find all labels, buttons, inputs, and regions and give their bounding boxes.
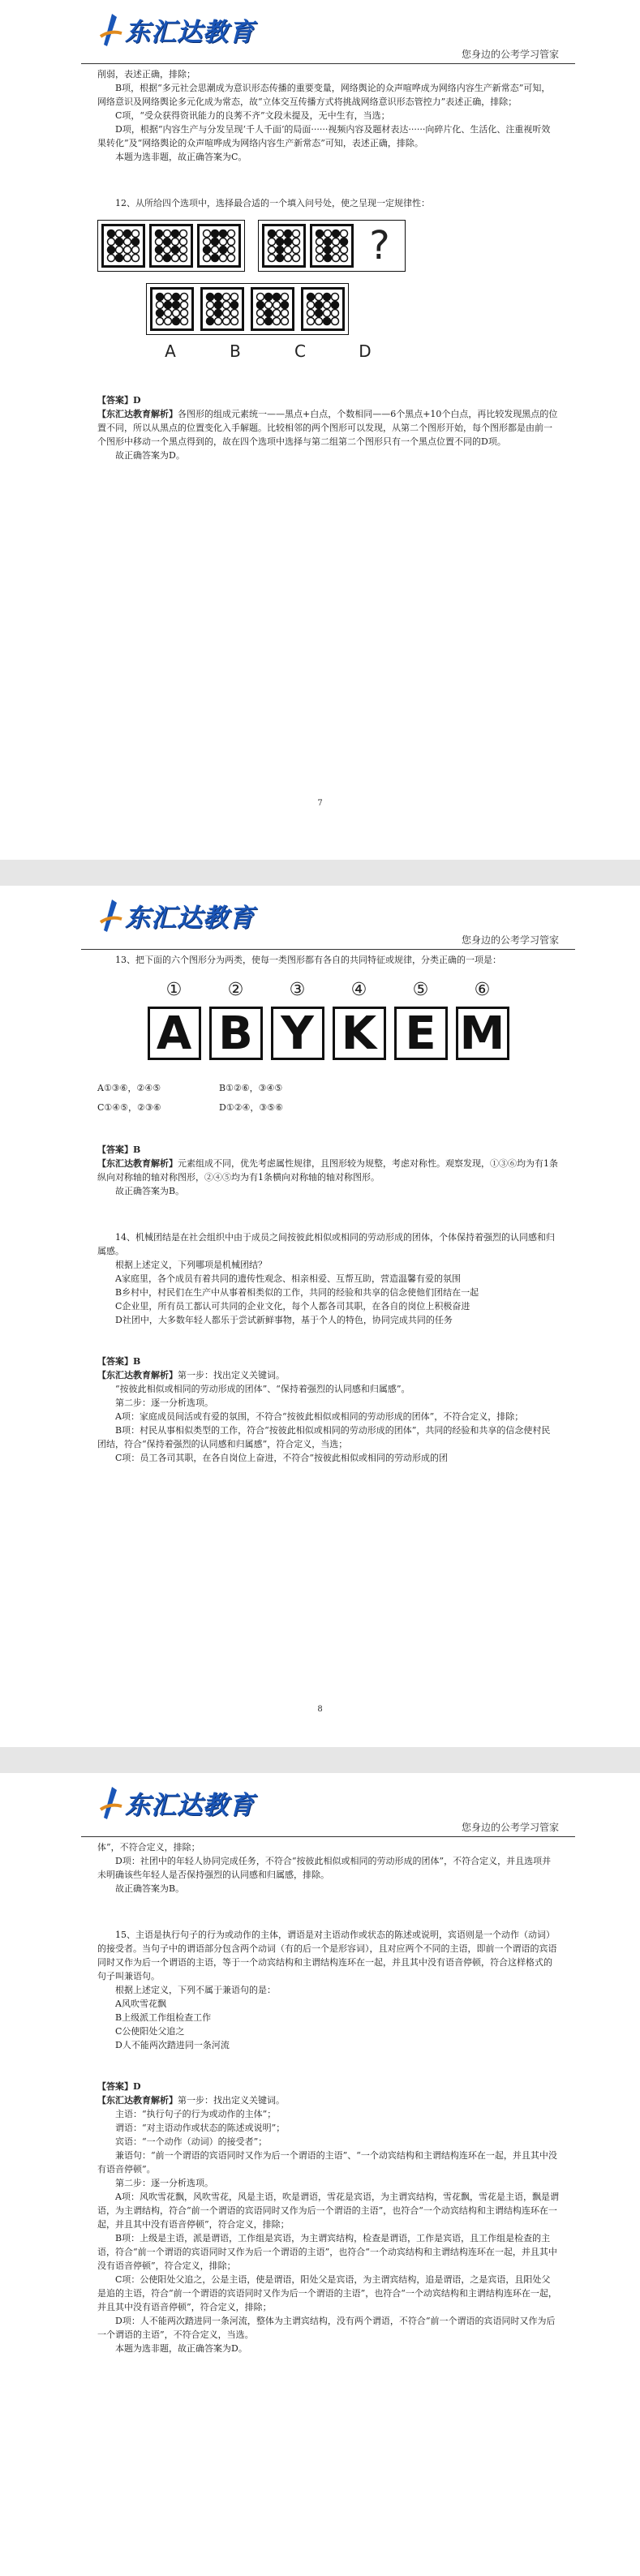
dot-grid-figure [262, 224, 306, 268]
page1-body [97, 67, 559, 462]
letter-box [148, 1007, 201, 1060]
answer-label: 【答案】B [97, 1144, 141, 1155]
dot-grid-figure [197, 224, 241, 268]
figure-5 [394, 980, 448, 1060]
text-line: B项，根据“多元社会思潮成为意识形态传播的重要变量，网络舆论的众声喧哗成为网络内容生产新常态”可知，网络意识及网络舆论多元化成为常态，故“立体交互传播方式将挑战网络意识形态管控力”表述正确，排除； [97, 83, 551, 107]
text-line: 根据上述定义，下列不属于兼语句的是： [115, 1985, 276, 1995]
q13-options [97, 1081, 559, 1114]
text-line: 体”，不符合定义，排除； [97, 1842, 200, 1853]
option-b-label: B [230, 341, 241, 361]
option-line: B上级派工作组检查工作 [115, 2012, 212, 2023]
brand-logo [97, 897, 255, 934]
option-c-label: C [294, 341, 306, 361]
pen-logo-icon [97, 898, 125, 934]
question-mark: ? [369, 223, 390, 268]
text-line: “按彼此相似或相同的劳动形成的团体”、“保持着强烈的认同感和归属感”。 [115, 1384, 410, 1394]
dot-grid-graphic [153, 228, 189, 264]
text-line: D项：人不能两次踏进同一条河流，整体为主谓宾结构，没有两个谓语，不符合“前一个谓语的宾语同时又作为后一个谓语的主语”，不符合定义，当选。 [97, 2316, 556, 2340]
explanation-label: 【东汇达教育解析】 [97, 409, 178, 419]
figure-2 [209, 980, 263, 1060]
dot-grid-figure [149, 224, 193, 268]
figure-number: ⑤ [412, 980, 429, 1000]
options-group [146, 283, 349, 335]
text-line: B项：村民从事相似类型的工作，符合“按彼此相似或相同的劳动形成的团体”，共同的经验和共享的信念使村民团结，符合“保持着强烈的认同感和归属感”，符合定义，当选； [97, 1425, 551, 1449]
brand-name: 东汇达教育 [125, 1791, 255, 1820]
page-header [81, 1773, 575, 1837]
figure-letter: M [459, 1007, 505, 1060]
question-12: 12、从所给四个选项中，选择最合适的一个填入问号处，使之呈现一定规律性： [115, 198, 430, 208]
page-header [81, 0, 575, 64]
page-header [81, 886, 575, 950]
explanation-label: 【东汇达教育解析】 [97, 1158, 178, 1169]
figure-group-2 [258, 220, 406, 272]
page-number: 8 [317, 1705, 323, 1714]
figure-number: ② [227, 980, 244, 1000]
text-line: 削弱，表述正确，排除； [97, 69, 195, 79]
text-line: 谓语：“对主语动作或状态的陈述或说明”； [115, 2123, 286, 2133]
figure-number: ④ [350, 980, 367, 1000]
explanation [97, 1157, 559, 1184]
text-line: C项，“受众获得资讯能力的良莠不齐”文段未提及，无中生有，当选； [115, 110, 390, 121]
header-slogan: 您身边的公考学习管家 [461, 49, 559, 60]
option-line: D社团中，大多数年轻人都乐于尝试新鲜事物，基于个人的特色，协同完成共同的任务 [115, 1315, 453, 1325]
option-a[interactable]: A①③⑥，②④⑤ [97, 1083, 161, 1093]
header-slogan: 您身边的公考学习管家 [461, 934, 559, 946]
option-a-label: A [165, 341, 176, 361]
text-line: D项：社团中的年轻人协同完成任务，不符合“按彼此相似或相同的劳动形成的团体”，不符合定义，并且选项并未明确该些年轻人是否保持强烈的认同感和归属感，排除。 [97, 1856, 552, 1880]
explanation [97, 1368, 559, 1382]
dot-grid-graphic [201, 228, 237, 264]
explanation [97, 2093, 559, 2107]
letter-box [333, 1007, 386, 1060]
option-a-figure[interactable] [150, 287, 194, 331]
option-d-figure[interactable] [301, 287, 345, 331]
text-line: 根据上述定义，下列哪项是机械团结？ [115, 1260, 267, 1270]
text-line: 第二步：逐一分析选项。 [115, 2178, 213, 2188]
figure-letter: A [156, 1007, 192, 1060]
page-number: 7 [317, 799, 323, 808]
text-line: B项：上级是主语，派是谓语，工作组是宾语，为主谓宾结构，检查是谓语，工作是宾语，且工作组是检查的主语，符合“前一个谓语的宾语同时又作为后一个谓语的主语”，也符合“一个动宾结构和主谓结构连环在一起，并且其中没有语音停顿”，符合定义，排除； [97, 2233, 557, 2271]
brand-logo [97, 11, 255, 48]
text-line: D项，根据“内容生产与分发呈现‘千人千面’的局面······视频内容及题材表达······向碎片化、生活化、注重视听效果转化”及“网络舆论的众声喧哗成为网络内容生产新常态”可知，表述正确，排除。 [97, 124, 551, 148]
letter-box [209, 1007, 263, 1060]
figure-number: ① [165, 980, 183, 1000]
answer-label: 【答案】D [97, 2081, 141, 2092]
text-line: 本题为选非题，故正确答案为D。 [115, 2343, 247, 2354]
q12-option-figures [146, 283, 559, 361]
figure-letter: B [218, 1007, 253, 1060]
page2-body [97, 953, 559, 1465]
dot-grid-graphic [314, 228, 350, 264]
header-slogan: 您身边的公考学习管家 [461, 1822, 559, 1833]
answer-label: 【答案】B [97, 1356, 141, 1367]
figure-group-1 [97, 220, 245, 272]
dot-grid-graphic [255, 291, 290, 327]
figure-number: ⑥ [474, 980, 491, 1000]
figure-letter: Y [281, 1007, 314, 1060]
explanation [97, 407, 559, 449]
dot-grid-graphic [154, 291, 190, 327]
q13-figures [97, 980, 559, 1060]
conclusion: 故正确答案为D。 [115, 450, 185, 461]
text-line: 故正确答案为B。 [115, 1883, 185, 1894]
figure-1 [148, 980, 201, 1060]
explanation-text: 第一步：找出定义关键词。 [178, 1370, 285, 1380]
text-line: 宾语：“一个动作（动词）的接受者”； [115, 2136, 268, 2147]
option-c[interactable]: C①④⑤，②③⑥ [97, 1102, 161, 1113]
option-d[interactable]: D①②④，③⑤⑥ [219, 1102, 283, 1113]
option-b-figure[interactable] [200, 287, 244, 331]
brand-name: 东汇达教育 [125, 18, 255, 47]
brand-logo [97, 1784, 255, 1821]
option-line: A家庭里，各个成员有着共同的遗传性观念、相亲相爱、互帮互助，营造温馨有爱的氛围 [115, 1273, 461, 1284]
q12-question-figures [97, 220, 559, 272]
figure-letter: E [405, 1007, 436, 1060]
option-b[interactable]: B①②⑥，③④⑤ [219, 1083, 283, 1093]
figure-6 [456, 980, 509, 1060]
text-line: A项：家庭成员间活或有爱的氛围，不符合“按彼此相似或相同的劳动形成的团体”，不符合定义，排除； [115, 1411, 524, 1422]
answer-line [97, 393, 559, 407]
dot-grid-graphic [305, 291, 341, 327]
letter-box [394, 1007, 448, 1060]
letter-box [456, 1007, 509, 1060]
option-line: C企业里，所有员工都认可共同的企业文化，每个人都各司其职，在各自的岗位上积极奋进 [115, 1301, 470, 1312]
answer-label: 【答案】D [97, 395, 141, 406]
question-15: 15、主语是执行句子的行为或动作的主体，谓语是对主语动作或状态的陈述或说明，宾语则是一个动作（动词）的接受者。当句子中的谓语部分包含两个动词（有的后一个是形容词），且对应两个不同的主语，即前一个谓语的宾语同时又作为后一个谓语的主语，等于一个动宾结构和主谓结构连环在一起，并且其中没有语音停顿，符合这样格式的句子叫兼语句。 [97, 1930, 557, 1981]
dot-grid-graphic [204, 291, 240, 327]
text-line: 第二步：逐一分析选项。 [115, 1397, 213, 1408]
dot-grid-figure [101, 224, 145, 268]
dot-grid-graphic [266, 228, 302, 264]
option-line: D人不能两次踏进同一条河流 [115, 2040, 230, 2050]
pen-logo-icon [97, 1785, 125, 1821]
text-line: A项：风吹雪花飘，风吹雪花，风是主语，吹是谓语，雪花是宾语，为主谓宾结构，雪花飘，雪花是主语，飘是谓语，为主谓结构，符合“前一个谓语的宾语同时又作为后一个谓语的主语”，也符合“一个动宾结构和主谓结构连环在一起，并且其中没有语音停顿”，符合定义，排除； [97, 2192, 559, 2230]
answer-line [97, 1355, 559, 1368]
figure-4 [333, 980, 386, 1060]
brand-name: 东汇达教育 [125, 904, 255, 933]
figure-3 [271, 980, 324, 1060]
option-letters [146, 341, 559, 361]
question-14: 14、机械团结是在社会组织中由于成员之间按彼此相似或相同的劳动形成的团体，个体保持着强烈的认同感和归属感。 [97, 1232, 555, 1256]
pen-logo-icon [97, 12, 125, 48]
dot-grid-graphic [105, 228, 141, 264]
dot-grid-figure [310, 224, 354, 268]
text-line: 兼语句：“前一个谓语的宾语同时又作为后一个谓语的主语”、“一个动宾结构和主谓结构连环在一起，并且其中没有语音停顿”。 [97, 2150, 557, 2175]
option-line: B乡村中，村民们在生产中从事着相类似的工作，共同的经验和共享的信念使他们团结在一起 [115, 1287, 479, 1298]
text-line: C项：员工各司其职，在各自岗位上奋进，不符合“按彼此相似或相同的劳动形成的团 [115, 1453, 449, 1463]
option-line: A风吹雪花飘 [115, 1999, 166, 2009]
option-line: C公使阳处父追之 [115, 2026, 185, 2037]
question-13: 13、把下面的六个图形分为两类，使每一类图形都有各自的共同特征或规律，分类正确的一项是： [115, 955, 501, 965]
text-line: 主语：“执行句子的行为或动作的主体”； [115, 2109, 277, 2119]
document-page-9 [0, 1773, 640, 2576]
document-page-7 [0, 0, 640, 860]
letter-box [271, 1007, 324, 1060]
text-line: 本题为选非题，故正确答案为C。 [115, 152, 247, 162]
explanation-text: 元素组成不同，优先考虑属性规律，且图形较为规整，考虑对称性。观察发现，①③⑥均为有1条纵向对称轴的轴对称图形，②④⑤均为有1条横向对称轴的轴对称图形。 [97, 1158, 558, 1183]
explanation-text: 各图形的组成元素统一——黑点+白点，个数相同——6个黑点+10个白点，再比较发现黑点的位置不同，所以从黑点的位置变化入手解题。比较相邻的两个图形可以发现，从第二个图形开始，每个图形都是由前一个图形中移动一个黑点得到的，故在四个选项中选择与第二组第二个图形只有一个黑点位置不同的D项。 [97, 409, 558, 447]
option-d-label: D [359, 341, 372, 361]
text-line: C项：公使阳处父追之，公是主语，使是谓语，阳处父是宾语，为主谓宾结构，追是谓语，之是宾语，且阳处父是追的主语，符合“前一个谓语的宾语同时又作为后一个谓语的主语”，也符合“一个动宾结构和主谓结构连环在一起，并且其中没有语音停顿”，符合定义，排除； [97, 2274, 557, 2312]
explanation-label: 【东汇达教育解析】 [97, 1370, 178, 1380]
figure-letter: K [341, 1007, 377, 1060]
document-page-8 [0, 886, 640, 1747]
answer-line [97, 1143, 559, 1157]
explanation-label: 【东汇达教育解析】 [97, 2095, 178, 2106]
explanation-text: 第一步：找出定义关键词。 [178, 2095, 285, 2106]
figure-number: ③ [289, 980, 306, 1000]
page3-body [97, 1840, 559, 2355]
option-c-figure[interactable] [251, 287, 294, 331]
answer-line [97, 2080, 559, 2093]
conclusion: 故正确答案为B。 [115, 1186, 185, 1196]
